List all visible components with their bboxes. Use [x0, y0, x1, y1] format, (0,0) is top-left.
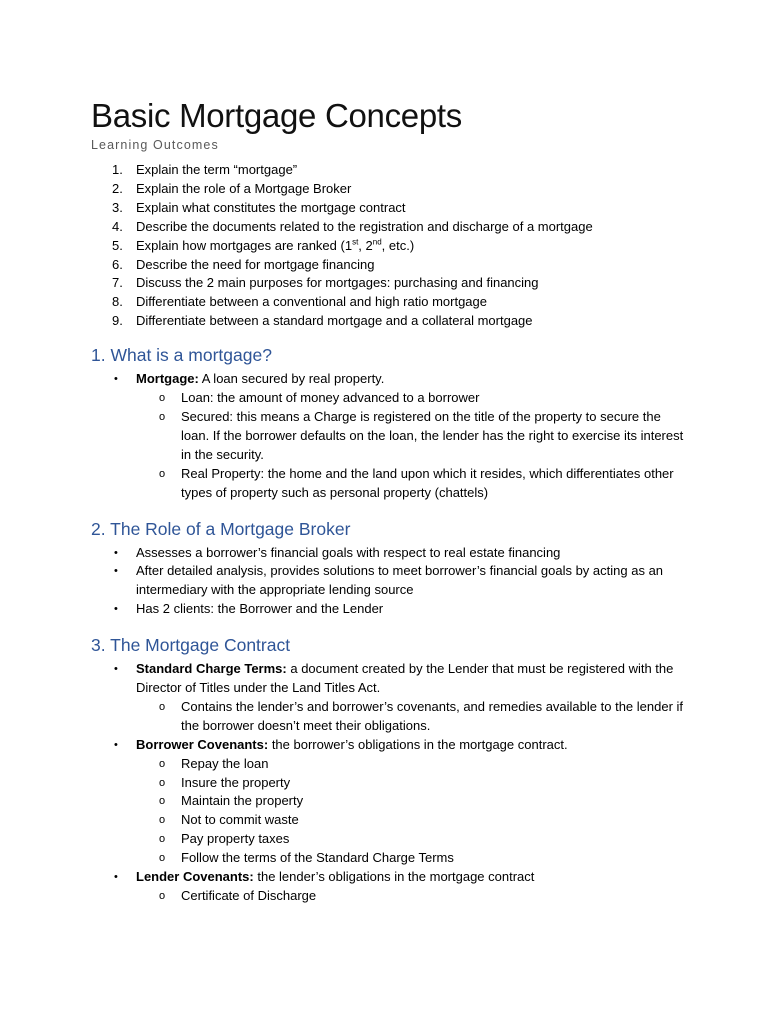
circle-bullet-icon: o — [159, 700, 166, 713]
list-item: • Mortgage: A loan secured by real property. o Loan: the amount of money advanced to a borrower o Secured: this means a Charge is registered on the title of the property to secure the loan. If the borrower defaults on the loan, the lender has the right to exercise its interest in the security. o Real Property: the home and the land upon which it resides, which differentiates other types of property such as personal property (chattels) — [91, 370, 691, 502]
list-item: 7. Discuss the 2 main purposes for mortgages: purchasing and financing — [112, 275, 539, 291]
circle-bullet-icon: o — [159, 776, 166, 789]
list-item: o Insure the property — [136, 774, 691, 793]
list-item: 2. Explain the role of a Mortgage Broker — [112, 180, 352, 196]
list-item: o Follow the terms of the Standard Charge Terms — [136, 849, 691, 868]
list-item: o Pay property taxes — [136, 830, 691, 849]
bullet-icon: • — [114, 546, 118, 559]
list-item: o Real Property: the home and the land upon which it resides, which differentiates other types of property such as personal property (chattels) — [159, 465, 674, 500]
section1-bullets — [91, 370, 691, 502]
section2-bullets — [91, 544, 691, 620]
learning-outcomes-list — [91, 161, 691, 331]
bullet-icon: • — [114, 565, 118, 578]
list-item: o Certificate of Discharge — [136, 887, 691, 906]
section3-bullets — [91, 660, 691, 906]
list-item: • Lender Covenants: the lender’s obligations in the mortgage contract o Certificate of Discharge — [91, 868, 691, 906]
list-item: 1. Explain the term “mortgage” — [112, 162, 298, 177]
section-heading-what-is-mortgage: 1. What is a mortgage? — [91, 345, 272, 366]
document-title: Basic Mortgage Concepts — [91, 97, 462, 134]
document-content — [91, 96, 691, 906]
list-item: • After detailed analysis, provides solutions to meet borrower’s financial goals by acting as an intermediary with the appropriate lending source — [114, 563, 664, 598]
sub-list — [136, 389, 691, 502]
list-item: 8. Differentiate between a conventional and high ratio mortgage — [112, 294, 487, 310]
section-heading-mortgage-contract: 3. The Mortgage Contract — [91, 635, 291, 656]
circle-bullet-icon: o — [159, 852, 166, 865]
bullet-icon: • — [114, 663, 118, 676]
circle-bullet-icon: o — [159, 814, 166, 827]
list-item: o Secured: this means a Charge is registered on the title of the property to secure the loan. If the borrower defaults on the loan, the lender has the right to exercise its interest in the security. — [159, 408, 684, 462]
list-item: 6. Describe the need for mortgage financing — [112, 256, 375, 272]
list-item: • Assesses a borrower’s financial goals with respect to real estate financing — [91, 544, 691, 563]
list-item: 3. Explain what constitutes the mortgage contract — [112, 199, 406, 215]
sub-list — [136, 698, 691, 736]
section-heading-role-of-broker: 2. The Role of a Mortgage Broker — [91, 518, 351, 539]
circle-bullet-icon: o — [159, 833, 166, 846]
sub-list — [136, 887, 691, 906]
bullet-icon: • — [114, 871, 118, 884]
circle-bullet-icon: o — [159, 890, 166, 902]
circle-bullet-icon: o — [159, 392, 166, 405]
circle-bullet-icon: o — [159, 795, 166, 808]
list-item: • Standard Charge Terms: a document created by the Lender that must be registered with the Director of Titles under the Land Titles Act. o Contains the lender’s and borrower’s covenants, and remedies available to the lender if the borrower doesn’t meet their obligations. — [91, 660, 691, 736]
list-item: o Not to commit waste — [136, 811, 691, 830]
list-item: • Borrower Covenants: the borrower’s obligations in the mortgage contract. o Repay the loan o Insure the property o Maintain the property o Not to commit waste o Pay property taxes o Follow the terms of the Standard Charge Terms — [91, 736, 691, 868]
bullet-icon: • — [114, 373, 118, 386]
list-item: o Contains the lender’s and borrower’s covenants, and remedies available to the lender if the borrower doesn’t meet their obligations. — [159, 698, 684, 733]
list-item: 5. Explain how mortgages are ranked (1st, 2nd, etc.) — [112, 237, 415, 253]
sub-list — [136, 755, 691, 868]
bullet-icon: • — [114, 603, 118, 616]
list-item: o Loan: the amount of money advanced to a borrower — [136, 389, 691, 408]
list-item: 4. Describe the documents related to the registration and discharge of a mortgage — [112, 218, 593, 234]
list-item: o Repay the loan — [136, 755, 691, 774]
list-item: • Has 2 clients: the Borrower and the Lender — [91, 600, 691, 619]
circle-bullet-icon: o — [159, 410, 166, 423]
list-item: o Maintain the property — [136, 792, 691, 811]
list-item: 9. Differentiate between a standard mortgage and a collateral mortgage — [112, 313, 533, 329]
bullet-icon: • — [114, 738, 118, 751]
document-subtitle: Learning Outcomes — [91, 138, 219, 152]
circle-bullet-icon: o — [159, 467, 166, 480]
circle-bullet-icon: o — [159, 757, 166, 770]
